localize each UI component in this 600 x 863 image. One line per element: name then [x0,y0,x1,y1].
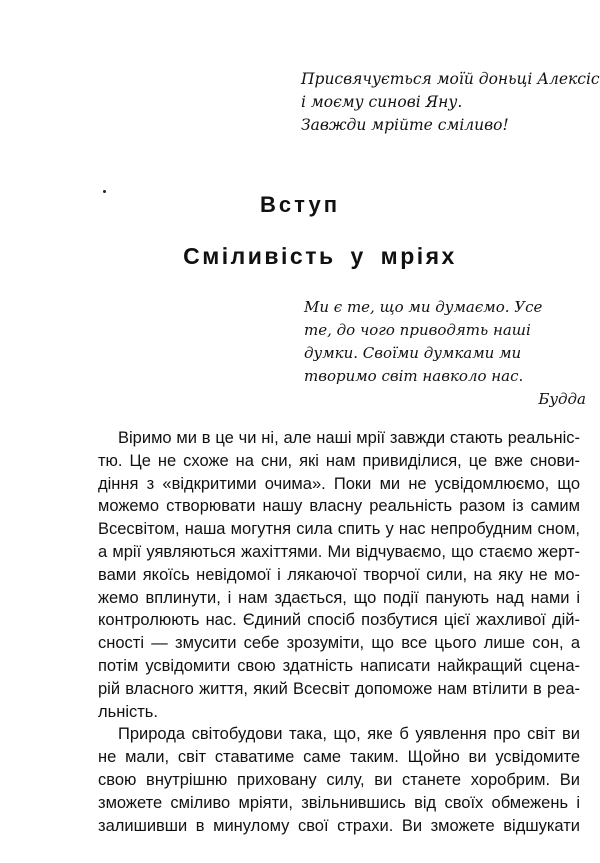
dedication-line: Присвячується моїй доньці Алексіс [301,70,600,88]
body-line: залишивши в минулому свої страхи. Ви зможете відшукати [98,816,580,835]
chapter-title: Сміливість у мріях [183,243,457,269]
body-line: льність. [98,702,158,721]
epigraph-line: творимо світ навколо нас. [304,367,524,385]
chapter-label: Вступ [260,192,340,217]
body-line: сності — змусити себе зрозуміти, що все цього лише сон, а [98,634,580,653]
epigraph-line: Ми є те, що ми думаємо. Усе [304,298,543,316]
dedication [301,68,600,137]
body-line: Віримо ми в це чи ні, але наші мрії завжди стають реальніс- [118,429,580,447]
body-line: не мали, світ ставатиме саме таким. Щойно ви усвідомите [98,748,580,767]
body-line: а мрії уявляються жахіттями. Ми відчуваємо, що стаємо жерт- [98,542,580,561]
body-line: Природа світобудови така, що, яке б уявлення про світ ви [118,725,580,744]
body-line: жемо вплинути, і нам здається, що події панують над нами і [98,588,580,607]
body-line: можемо створювати нашу власну реальність разом із самим [98,497,580,516]
body-line: контролюють нас. Єдиний спосіб позбутися цієї жахливої дій- [98,611,580,630]
body-line: потім усвідомити свою здатність написати найкращий сцена- [98,656,580,675]
body-text [98,427,580,837]
dedication-line: і моєму синові Яну. [301,93,463,111]
epigraph [304,296,586,411]
dedication-line: Завжди мрійте сміливо! [301,116,509,134]
body-line: діння з «відкритими очима». Поки ми не усвідомлюємо, що [98,474,580,493]
epigraph-line: думки. Своїми думками ми [304,344,522,362]
epigraph-line: те, до чого приводять наші [304,321,531,339]
body-line: свою внутрішню приховану силу, ви станете хоробрим. Ви [98,770,580,789]
body-line: Всесвітом, наша могутня сила спить у нас непробудним сном, [98,520,580,539]
body-line: тю. Це не схоже на сни, які нам привиділися, це вже снови- [98,451,580,470]
epigraph-author: Будда [538,390,586,408]
body-line: рій власного життя, який Всесвіт допоможе нам втілити в реа- [98,679,580,698]
body-line: зможете сміливо мріяти, звільнившись від своїх обмежень і [98,793,580,812]
body-line: вами якоїсь невідомої і лякаючої творчої сили, на яку не мо- [98,565,580,584]
